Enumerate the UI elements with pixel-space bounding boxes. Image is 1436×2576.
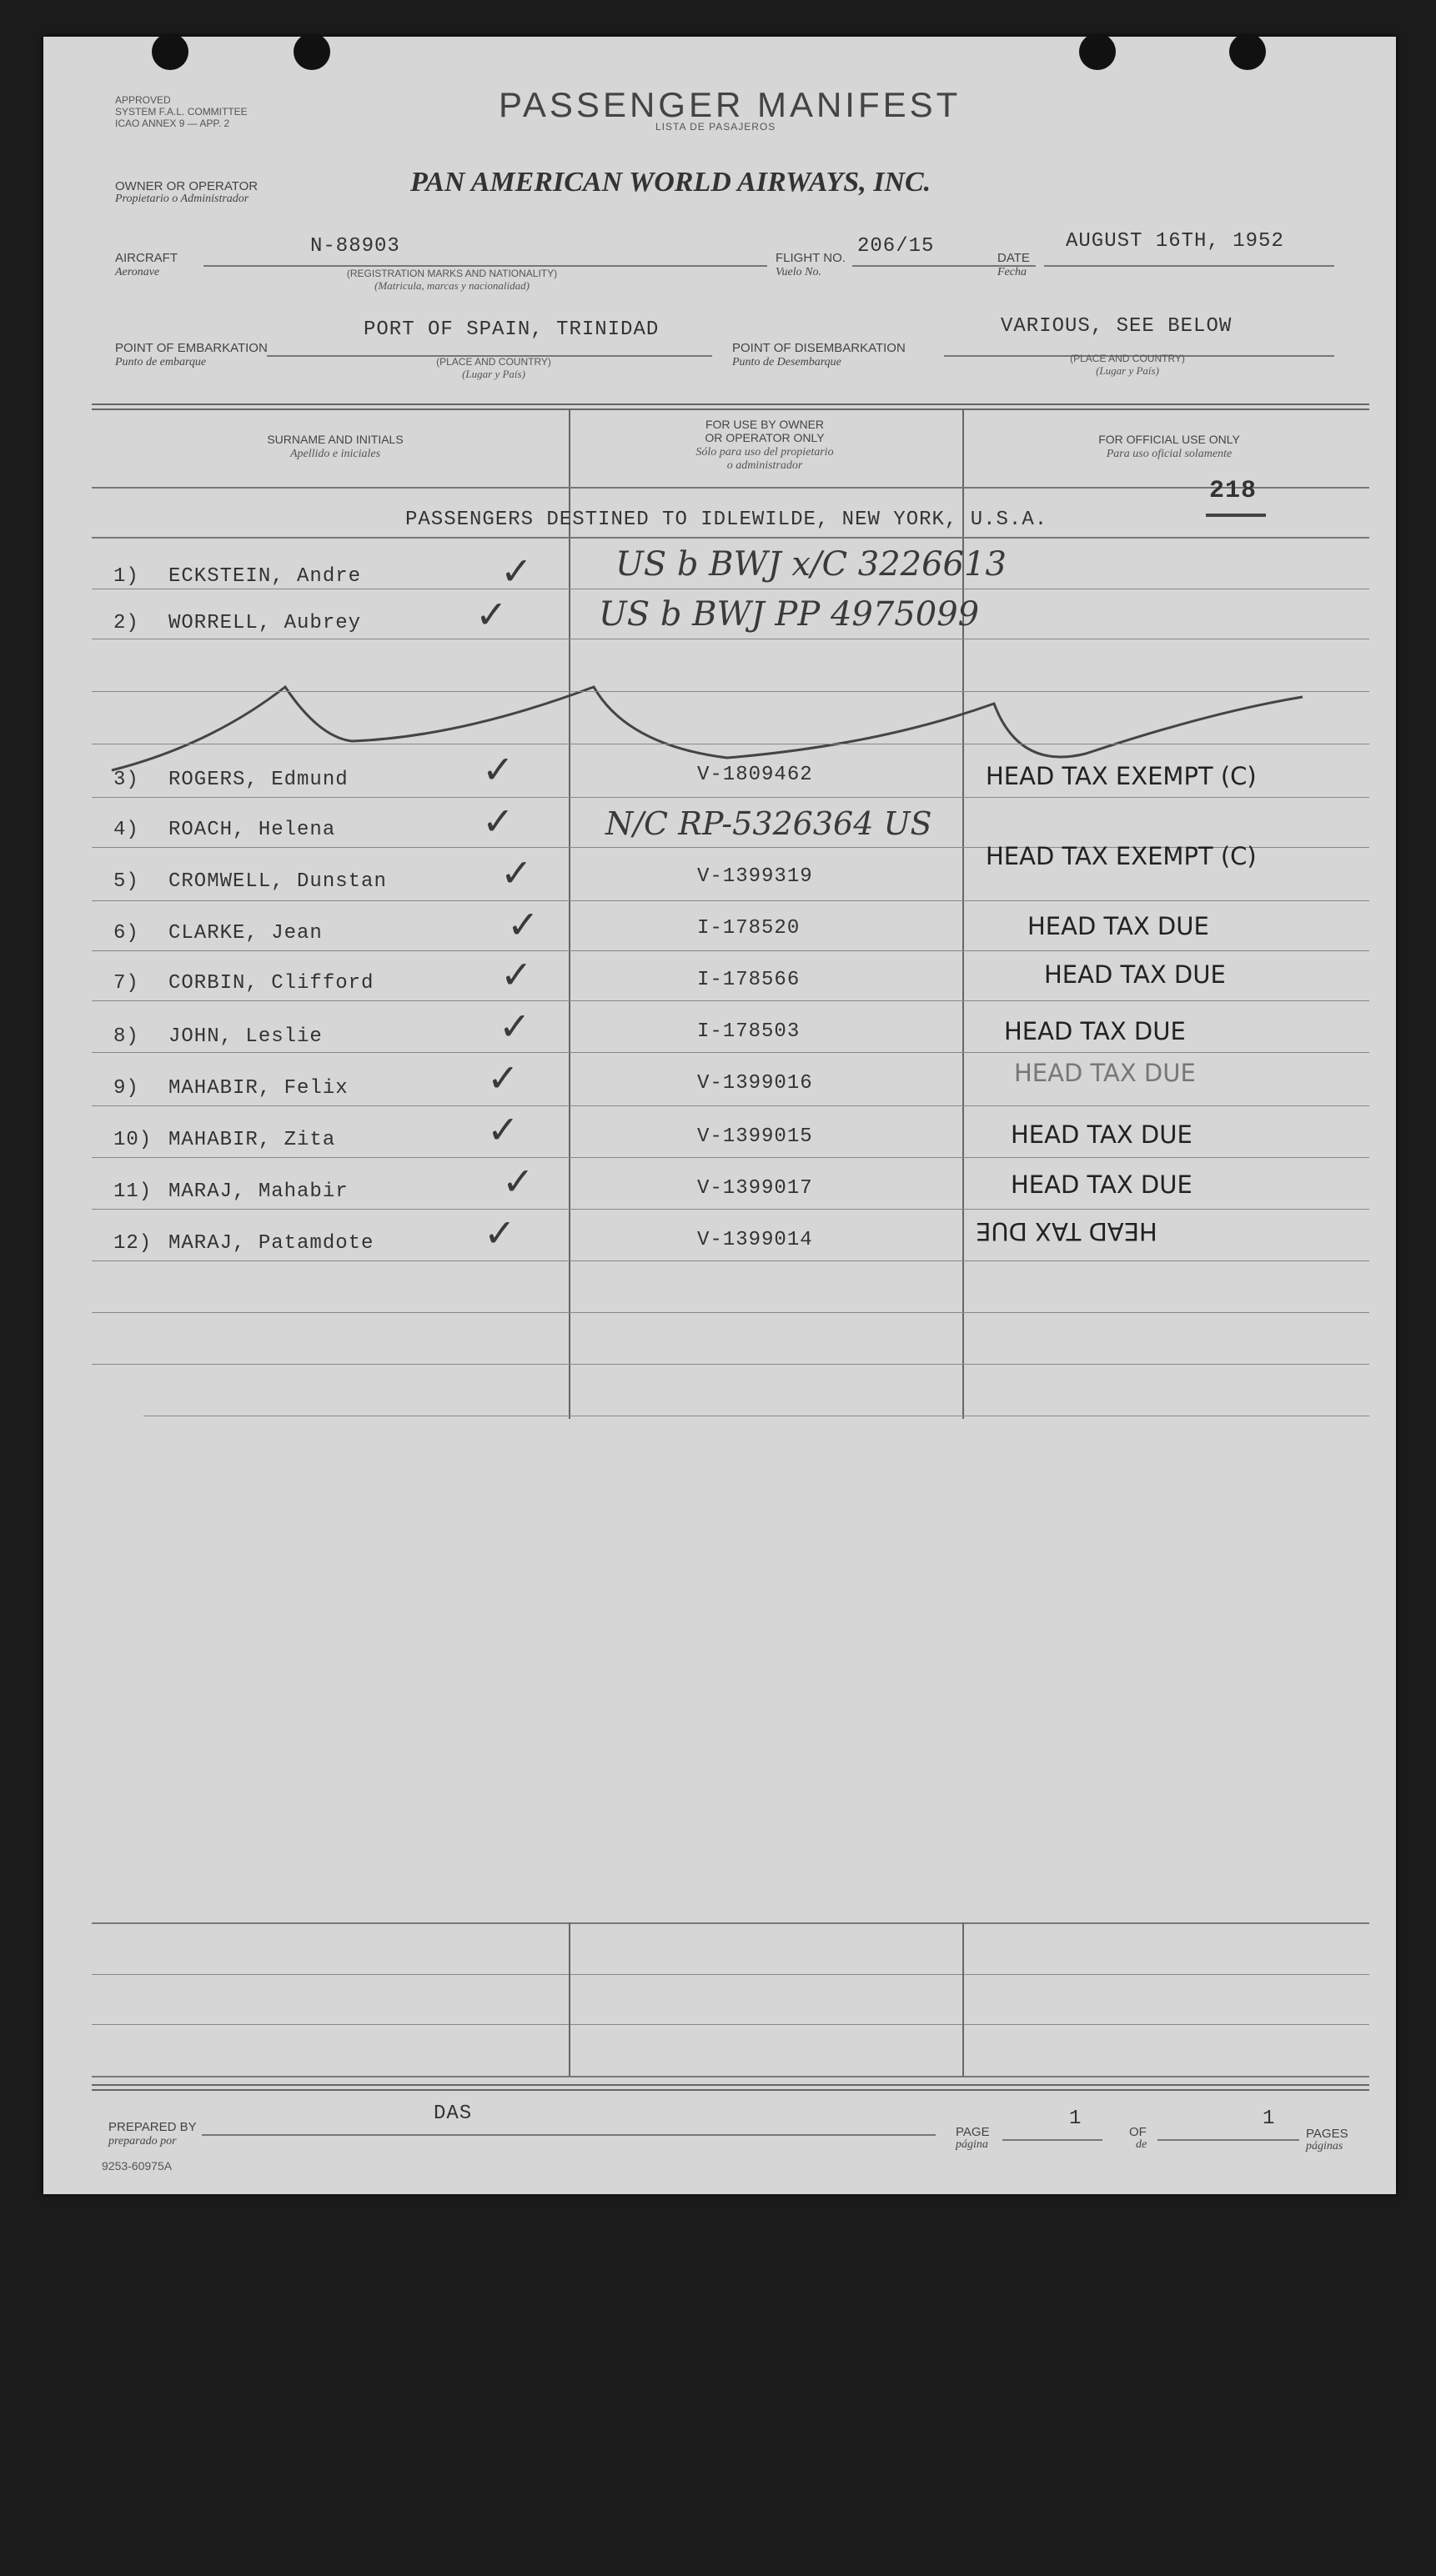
passport-number: V-1399016 — [697, 1072, 813, 1095]
of-label: OF — [1129, 2125, 1147, 2139]
col-head-name-es: Apellido e iniciales — [289, 448, 381, 460]
checkmark-icon: ✓ — [500, 850, 533, 895]
passenger-num: 11) — [113, 1180, 153, 1203]
place-sub: (PLACE AND COUNTRY) — [1070, 353, 1185, 364]
date-label-es: Fecha — [997, 266, 1027, 278]
official-stamp: HEAD TAX EXEMPT (C) — [986, 762, 1257, 790]
prepared-label-es: preparado por — [108, 2135, 177, 2148]
aircraft-label: AIRCRAFT — [115, 251, 178, 265]
flight-value: 206/15 — [857, 235, 935, 258]
passenger-num: 1) — [113, 565, 139, 588]
official-stamp: HEAD TAX EXEMPT (C) — [986, 842, 1257, 870]
place-sub-es: (Lugar y País) — [1096, 364, 1159, 377]
passport-number: I-178520 — [697, 917, 801, 940]
passenger-name: ROGERS, Edmund — [168, 769, 349, 791]
checkmark-icon: ✓ — [487, 1107, 520, 1152]
disembark-label-es: Punto de Desembarque — [732, 356, 841, 368]
passenger-name: MAHABIR, Zita — [168, 1129, 336, 1151]
pages-value: 1 — [1263, 2107, 1276, 2130]
pages-label-es: páginas — [1306, 2140, 1343, 2153]
passenger-name: WORRELL, Aubrey — [168, 612, 362, 634]
checkmark-icon: ✓ — [502, 1159, 535, 1204]
passenger-num: 10) — [113, 1129, 153, 1151]
col-head-owner-es: Sólo para uso del propietario — [695, 446, 834, 459]
airline-name: PAN AMERICAN WORLD AIRWAYS, INC. — [410, 167, 931, 198]
passenger-num: 12) — [113, 1232, 153, 1255]
passport-number: I-178566 — [697, 969, 801, 991]
pages-label: PAGES — [1306, 2127, 1348, 2141]
checkmark-icon: ✓ — [500, 549, 533, 594]
owner-label: OWNER OR OPERATOR — [115, 179, 259, 193]
official-stamp: HEAD TAX DUE — [1011, 1170, 1192, 1199]
prepared-label: PREPARED BY — [108, 2120, 197, 2134]
col-head-official: FOR OFFICIAL USE ONLY — [1098, 433, 1240, 446]
passenger-num: 9) — [113, 1077, 139, 1100]
punch-hole — [152, 33, 188, 70]
form-title-es: LISTA DE PASAJEROS — [655, 121, 776, 133]
date-label: DATE — [997, 251, 1030, 265]
punch-hole — [294, 33, 330, 70]
passport-number: V-1399014 — [697, 1229, 813, 1251]
col-head-owner: FOR USE BY OWNER — [705, 418, 825, 431]
page-label-es: página — [956, 2138, 988, 2151]
disembark-value: VARIOUS, SEE BELOW — [1001, 315, 1233, 338]
official-number: 218 — [1209, 477, 1258, 505]
embark-value: PORT OF SPAIN, TRINIDAD — [364, 318, 660, 341]
passenger-name: CROMWELL, Dunstan — [168, 870, 387, 893]
passenger-num: 4) — [113, 819, 139, 841]
form-code: 9253-60975A — [102, 2159, 173, 2173]
embark-label: POINT OF EMBARKATION — [115, 341, 268, 355]
checkmark-icon: ✓ — [507, 902, 540, 947]
place-sub-es: (Lugar y País) — [462, 368, 525, 380]
destination-line: PASSENGERS DESTINED TO IDLEWILDE, NEW YORK, U.S.A. — [405, 509, 1048, 531]
passenger-num: 8) — [113, 1025, 139, 1048]
passenger-name: CORBIN, Clifford — [168, 972, 374, 995]
passenger-num: 3) — [113, 769, 139, 791]
handwritten-note: US b BWJ PP 4975099 — [599, 595, 980, 634]
official-stamp: HEAD TAX DUE — [1011, 1120, 1192, 1149]
passport-number: V-1399017 — [697, 1177, 813, 1200]
passenger-name: MARAJ, Patamdote — [168, 1232, 374, 1255]
handwritten-note: N/C RP-5326364 US — [605, 805, 932, 842]
passenger-name: ECKSTEIN, Andre — [168, 565, 362, 588]
manifest-sheet — [43, 37, 1396, 2194]
passport-number: I-178503 — [697, 1020, 801, 1043]
approved-line: APPROVED — [115, 94, 171, 106]
aircraft-label-es: Aeronave — [115, 266, 160, 278]
passenger-name: JOHN, Leslie — [168, 1025, 323, 1048]
checkmark-icon: ✓ — [475, 592, 508, 637]
official-stamp: HEAD TAX DUE — [1004, 1017, 1186, 1045]
page-label: PAGE — [956, 2125, 990, 2139]
passenger-name: MARAJ, Mahabir — [168, 1180, 349, 1203]
passenger-name: MAHABIR, Felix — [168, 1077, 349, 1100]
passport-number: V-1399015 — [697, 1125, 813, 1148]
disembark-label: POINT OF DISEMBARKATION — [732, 341, 906, 355]
page-value: 1 — [1069, 2107, 1082, 2130]
flight-label-es: Vuelo No. — [776, 266, 821, 278]
col-head-owner-es: o administrador — [726, 459, 803, 472]
owner-label-es: Propietario o Administrador — [115, 193, 249, 205]
checkmark-icon: ✓ — [500, 952, 533, 997]
official-stamp: HEAD TAX DUE — [1014, 1059, 1196, 1087]
checkmark-icon: ✓ — [482, 799, 515, 844]
passenger-num: 5) — [113, 870, 139, 893]
col-head-name: SURNAME AND INITIALS — [267, 433, 404, 446]
passport-number: V-1809462 — [697, 764, 813, 786]
punch-hole — [1229, 33, 1266, 70]
form-title: PASSENGER MANIFEST — [499, 85, 962, 124]
passenger-num: 7) — [113, 972, 139, 995]
of-label-es: de — [1136, 2138, 1147, 2151]
official-stamp: HEAD TAX DUE — [1044, 960, 1226, 989]
col-head-official-es: Para uso oficial solamente — [1106, 448, 1233, 460]
approved-line: ICAO ANNEX 9 — APP. 2 — [115, 118, 230, 129]
passenger-name: CLARKE, Jean — [168, 922, 323, 945]
checkmark-icon: ✓ — [487, 1055, 520, 1100]
official-stamp: HEAD TAX DUE — [1027, 912, 1209, 940]
passenger-name: ROACH, Helena — [168, 819, 336, 841]
flight-label: FLIGHT NO. — [776, 251, 846, 265]
checkmark-icon: ✓ — [482, 747, 515, 792]
prepared-value: DAS — [434, 2102, 473, 2125]
aircraft-sub-es: (Matricula, marcas y nacionalidad) — [374, 279, 530, 292]
passport-number: V-1399319 — [697, 865, 813, 888]
col-head-owner: OR OPERATOR ONLY — [705, 431, 825, 444]
checkmark-icon: ✓ — [499, 1004, 531, 1049]
punch-hole — [1079, 33, 1116, 70]
passenger-num: 2) — [113, 612, 139, 634]
aircraft-value: N-88903 — [310, 235, 400, 258]
checkmark-icon: ✓ — [484, 1210, 516, 1255]
embark-label-es: Punto de embarque — [115, 356, 207, 368]
date-value: AUGUST 16TH, 1952 — [1066, 230, 1284, 253]
handwritten-note: US b BWJ x/C 3226613 — [615, 545, 1007, 584]
passenger-num: 6) — [113, 922, 139, 945]
approved-line: SYSTEM F.A.L. COMMITTEE — [115, 106, 248, 118]
place-sub: (PLACE AND COUNTRY) — [436, 356, 551, 368]
aircraft-sub: (REGISTRATION MARKS AND NATIONALITY) — [346, 268, 558, 279]
official-stamp: HEAD TAX DUE — [976, 1217, 1157, 1245]
